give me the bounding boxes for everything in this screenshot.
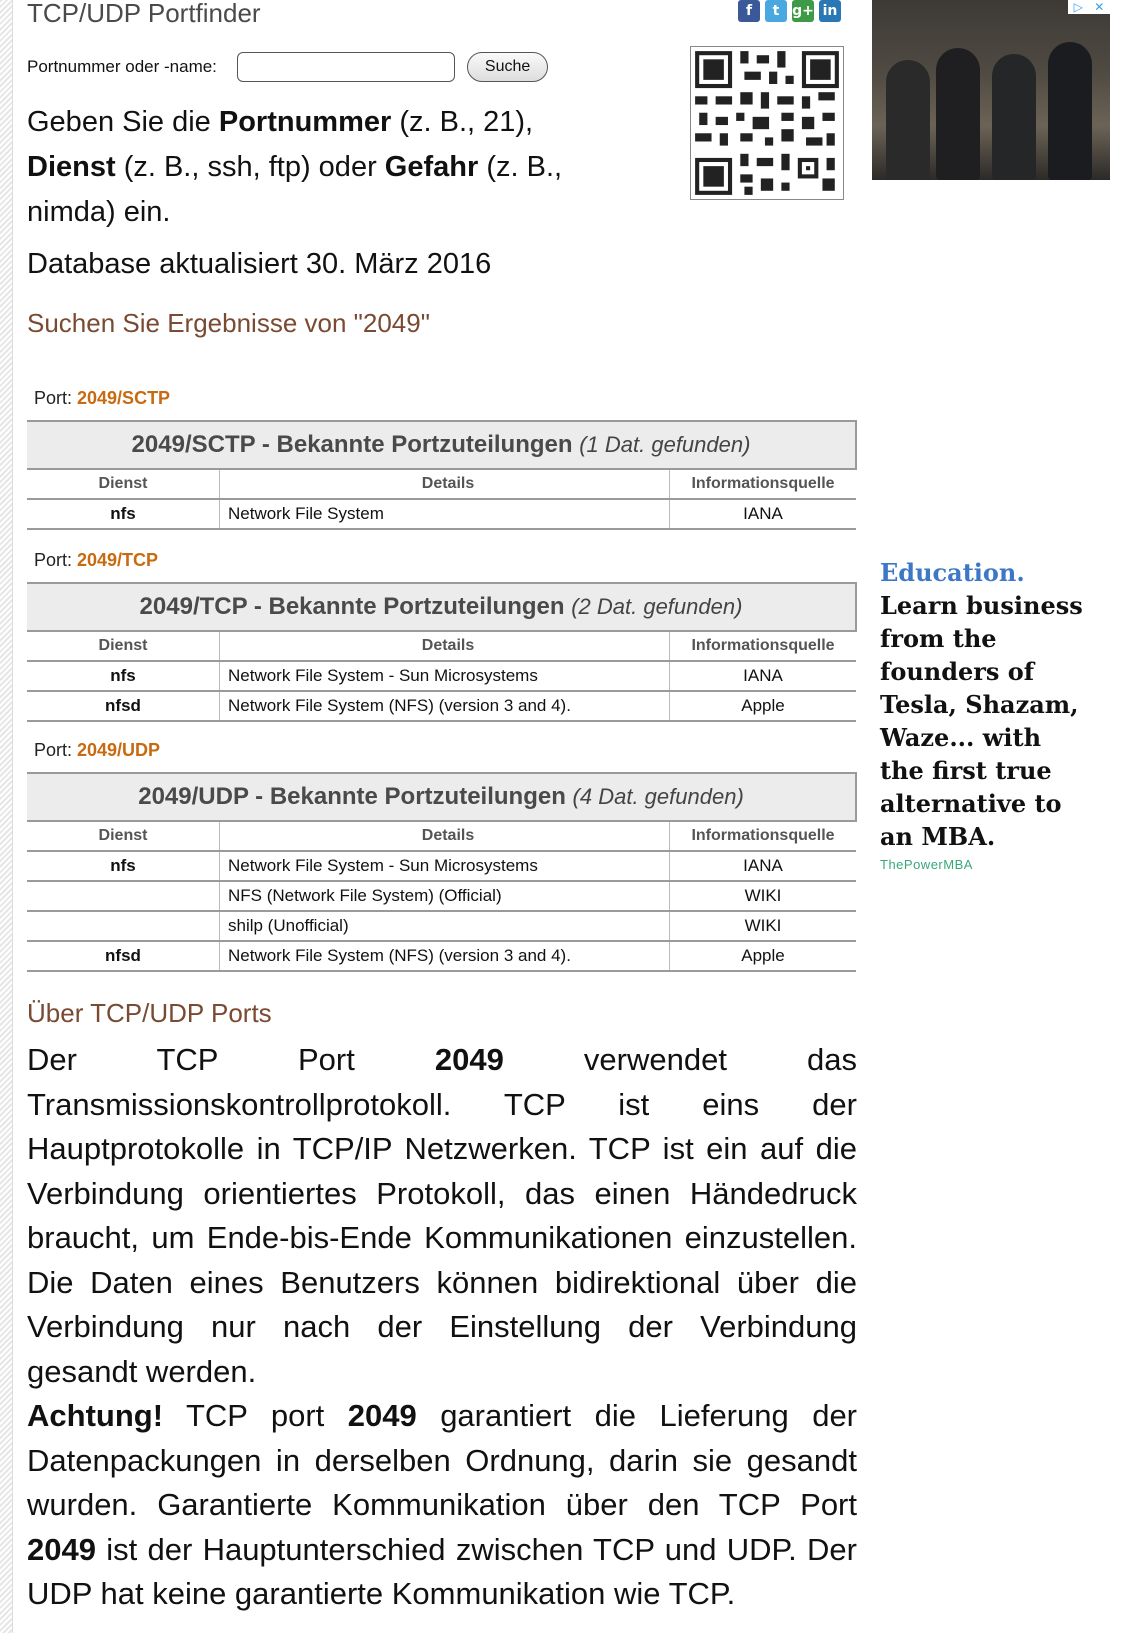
table-row xyxy=(27,851,856,881)
source-link[interactable]: WIKI xyxy=(670,911,857,941)
port-table-tcp xyxy=(27,582,857,722)
details-cell: Network File System xyxy=(220,499,670,529)
adchoices-icon[interactable]: ▷ ✕ xyxy=(1068,0,1110,14)
linkedin-icon[interactable]: in xyxy=(819,0,841,22)
results-heading: Suchen Sie Ergebnisse von "2049" xyxy=(27,308,430,338)
col-header-service: Dienst xyxy=(27,631,220,661)
ad-person-shape xyxy=(936,48,980,180)
service-cell: nfs xyxy=(27,499,220,529)
service-cell: nfs xyxy=(27,661,220,691)
port-link-udp[interactable]: 2049/UDP xyxy=(77,740,161,760)
ad-body: Learn business from the founders of Tesla, Shazam, Waze... with the first true alternative to an MBA. xyxy=(880,591,1083,851)
details-cell: Network File System - Sun Microsystems xyxy=(220,661,670,691)
col-header-service: Dienst xyxy=(27,469,220,499)
table-row xyxy=(27,661,856,691)
advertisement-image[interactable] xyxy=(872,0,1110,180)
table-row xyxy=(27,691,856,721)
table-row xyxy=(27,499,856,529)
col-header-source: Informationsquelle xyxy=(670,469,857,499)
about-heading: Über TCP/UDP Ports xyxy=(27,998,272,1028)
port-table-udp xyxy=(27,772,857,972)
col-header-details: Details xyxy=(220,821,670,851)
source-link[interactable]: Apple xyxy=(670,941,857,971)
about-paragraph: Achtung! TCP port 2049 garantiert die Lieferung der Datenpackungen in derselben Ordnung, darin sie gesandt wurden. Garantierte Kommunikation über den TCP Port 2049 ist der Hauptunterschied zwischen TCP und UDP. Der UDP hat keine garantierte Kommunikation wie TCP. xyxy=(27,1398,858,1611)
details-cell: Network File System - Sun Microsystems xyxy=(220,851,670,881)
table-caption: 2049/SCTP - Bekannte Portzuteilungen (1 Dat. gefunden) xyxy=(27,421,856,469)
source-link[interactable]: WIKI xyxy=(670,881,857,911)
table-row xyxy=(27,881,856,911)
source-link[interactable]: IANA xyxy=(670,661,857,691)
table-row xyxy=(27,941,856,971)
port-label-udp: Port: 2049/UDP xyxy=(34,740,161,760)
ad-highlight: Education. xyxy=(880,558,1025,587)
about-text xyxy=(27,1038,857,1617)
service-cell: nfsd xyxy=(27,941,220,971)
table-caption: 2049/UDP - Bekannte Portzuteilungen (4 Dat. gefunden) xyxy=(27,773,856,821)
service-cell xyxy=(27,911,220,941)
port-label-sctp: Port: 2049/SCTP xyxy=(34,388,171,408)
qr-code-icon xyxy=(691,47,843,199)
page-edge-stripe xyxy=(0,0,13,1633)
ad-person-shape xyxy=(886,60,930,180)
port-link-tcp[interactable]: 2049/TCP xyxy=(77,550,159,570)
col-header-source: Informationsquelle xyxy=(670,821,857,851)
service-cell: nfsd xyxy=(27,691,220,721)
port-search-form xyxy=(27,52,548,82)
twitter-icon[interactable]: t xyxy=(765,0,787,22)
details-cell: shilp (Unofficial) xyxy=(220,911,670,941)
source-link[interactable]: IANA xyxy=(670,851,857,881)
table-row xyxy=(27,911,856,941)
service-cell xyxy=(27,881,220,911)
col-header-details: Details xyxy=(220,631,670,661)
table-caption: 2049/TCP - Bekannte Portzuteilungen (2 Dat. gefunden) xyxy=(27,583,856,631)
social-share-bar xyxy=(738,0,841,22)
source-link[interactable]: IANA xyxy=(670,499,857,529)
google-plus-icon[interactable]: g+ xyxy=(792,0,814,22)
ad-person-shape xyxy=(992,54,1036,180)
service-cell: nfs xyxy=(27,851,220,881)
source-link[interactable]: Apple xyxy=(670,691,857,721)
search-label: Portnummer oder -name: xyxy=(27,57,217,76)
port-link-sctp[interactable]: 2049/SCTP xyxy=(77,388,171,408)
search-instructions: Geben Sie die Portnummer (z. B., 21), Dienst (z. B., ssh, ftp) oder Gefahr (z. B., nimda) ein. xyxy=(27,106,563,228)
col-header-details: Details xyxy=(220,469,670,499)
search-button[interactable]: Suche xyxy=(467,52,548,82)
details-cell: Network File System (NFS) (version 3 and 4). xyxy=(220,941,670,971)
site-title[interactable]: TCP/UDP Portfinder xyxy=(27,0,261,28)
details-cell: Network File System (NFS) (version 3 and 4). xyxy=(220,691,670,721)
sidebar-ad-text[interactable] xyxy=(880,556,1090,853)
details-cell: NFS (Network File System) (Official) xyxy=(220,881,670,911)
database-updated-text: Database aktualisiert 30. März 2016 xyxy=(27,248,492,280)
ad-person-shape xyxy=(1048,42,1092,180)
qr-code xyxy=(690,46,844,200)
col-header-source: Informationsquelle xyxy=(670,631,857,661)
port-search-input[interactable] xyxy=(237,52,455,82)
port-label-tcp: Port: 2049/TCP xyxy=(34,550,159,570)
col-header-service: Dienst xyxy=(27,821,220,851)
about-paragraph: Der TCP Port 2049 verwendet das Transmissionskontrollprotokoll. TCP ist eins der Hauptprotokolle in TCP/IP Netzwerken. TCP ist ein auf die Verbindung orientiertes Protokoll, das einen Händedruck braucht, um Ende-bis-Ende Kommunikationen einzustellen. Die Daten eines Benutzers können bidirektional über die Verbindung nur nach der Einstellung der Verbindung gesandt werden. xyxy=(27,1042,857,1389)
ad-brand-link[interactable]: ThePowerMBA xyxy=(880,857,973,872)
port-table-sctp xyxy=(27,420,857,530)
facebook-icon[interactable]: f xyxy=(738,0,760,22)
